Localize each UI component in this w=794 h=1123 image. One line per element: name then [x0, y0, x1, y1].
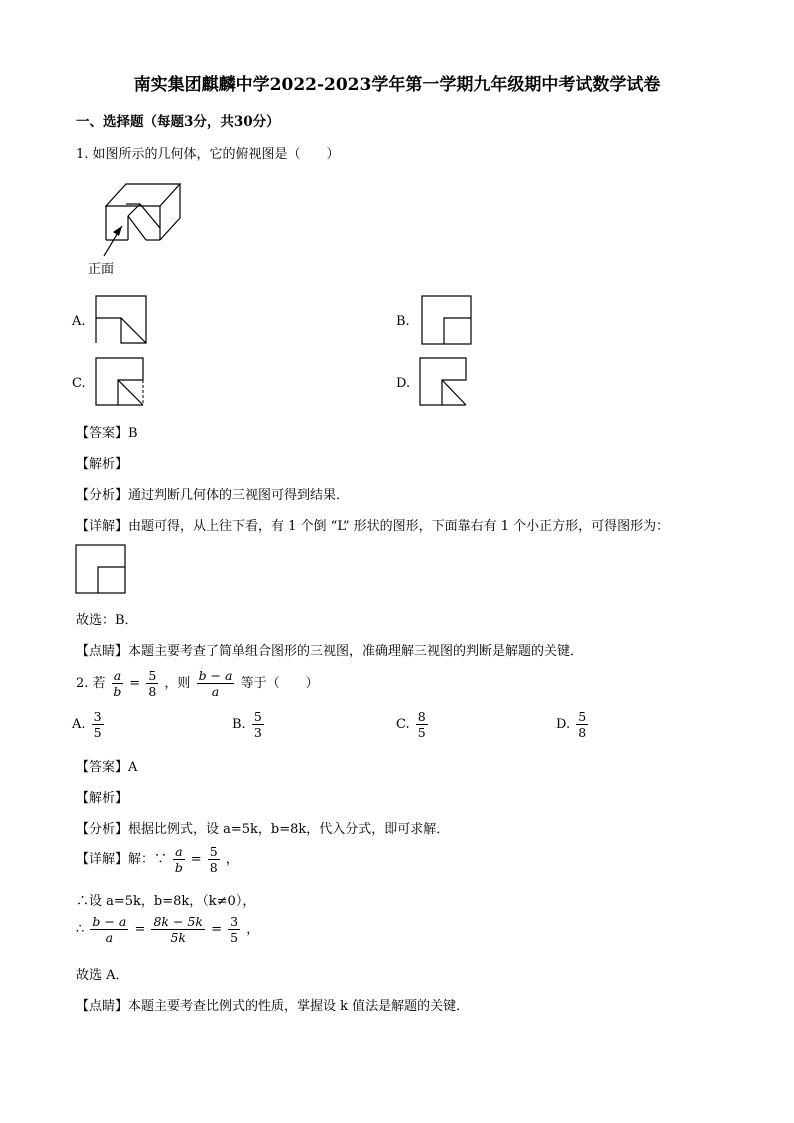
q1-xiangjie: 【详解】由题可得，从上往下看，有 1 个倒 “L” 形状的图形，下面靠右有 1 个小正方形，可得图形为：: [76, 519, 670, 534]
q2-step3: ∴ $\frac{b - a}{a}$ = $\frac{8k - 5k}{5k}$ = $\frac{3}{5}$ ，: [76, 914, 260, 945]
q2-cond-frac-58: $\frac{5}{8}$: [148, 668, 157, 699]
q1-analysis-heading: 【解析】: [76, 457, 129, 472]
section-heading: 一、选择题（每题3分，共30分）: [76, 114, 280, 130]
q2-option-c: C. $\frac{8}{5}$: [396, 709, 426, 740]
q2-choice: 故选 A．: [76, 968, 129, 983]
q1-option-b-label: B.: [396, 314, 410, 329]
q2-xiangjie: 【详解】解：∵ $\frac{a}{b}$ = $\frac{5}{8}$ ，: [76, 844, 239, 875]
q2-fenxi: 【分析】根据比例式，设 a=5k，b=8k，代入分式，即可求解．: [76, 822, 450, 837]
q1-dianjing: 【点睛】本题主要考查了简单组合图形的三视图，准确理解三视图的判断是解题的关键．: [76, 644, 584, 659]
q2-expr-frac: $\frac{b - a}{a}$: [198, 668, 233, 699]
q1-option-d-figure: [420, 358, 472, 408]
q1-answer: 【答案】B: [76, 426, 138, 441]
q1-fenxi: 【分析】通过判断几何体的三视图可得到结果．: [76, 488, 350, 503]
q1-option-c-figure: [96, 358, 148, 408]
front-label: 正面: [88, 262, 115, 277]
q1-stem: 1. 如图所示的几何体，它的俯视图是（ ）: [76, 147, 340, 162]
q2-stem: [76, 668, 319, 699]
q1-option-a-figure: [96, 296, 148, 344]
q2-option-a: A. $\frac{3}{5}$: [72, 709, 102, 740]
q2-cond-frac-ab: $\frac{a}{b}$: [113, 668, 122, 699]
q1-option-a-label: A.: [72, 314, 86, 329]
page-title: 南实集团麒麟中学2022-2023学年第一学期九年级期中考试数学试卷: [133, 75, 661, 95]
q1-solution-figure: [76, 545, 128, 595]
q2-dianjing: 【点睛】本题主要考查比例式的性质，掌握设 k 值法是解题的关键．: [76, 999, 470, 1014]
q2-answer: 【答案】A: [76, 760, 138, 775]
q2-stem-mid: ，则: [164, 676, 191, 691]
q2-option-d: D. $\frac{5}{8}$: [556, 709, 587, 740]
q1-option-c-label: C.: [72, 376, 86, 391]
q2-stem-pre: 2. 若: [76, 676, 106, 691]
q1-choice: 故选：B．: [76, 613, 138, 628]
q2-stem-post: 等于（ ）: [240, 676, 319, 691]
q2-option-b: B. $\frac{5}{3}$: [232, 709, 262, 740]
q1-option-d-label: D.: [396, 376, 411, 391]
q2-step2: ∴设 a=5k，b=8k，（k≠0），: [76, 894, 256, 909]
q2-analysis-heading: 【解析】: [76, 791, 129, 806]
q1-option-b-figure: [422, 296, 474, 346]
q2-cond-eq: =: [129, 676, 141, 691]
